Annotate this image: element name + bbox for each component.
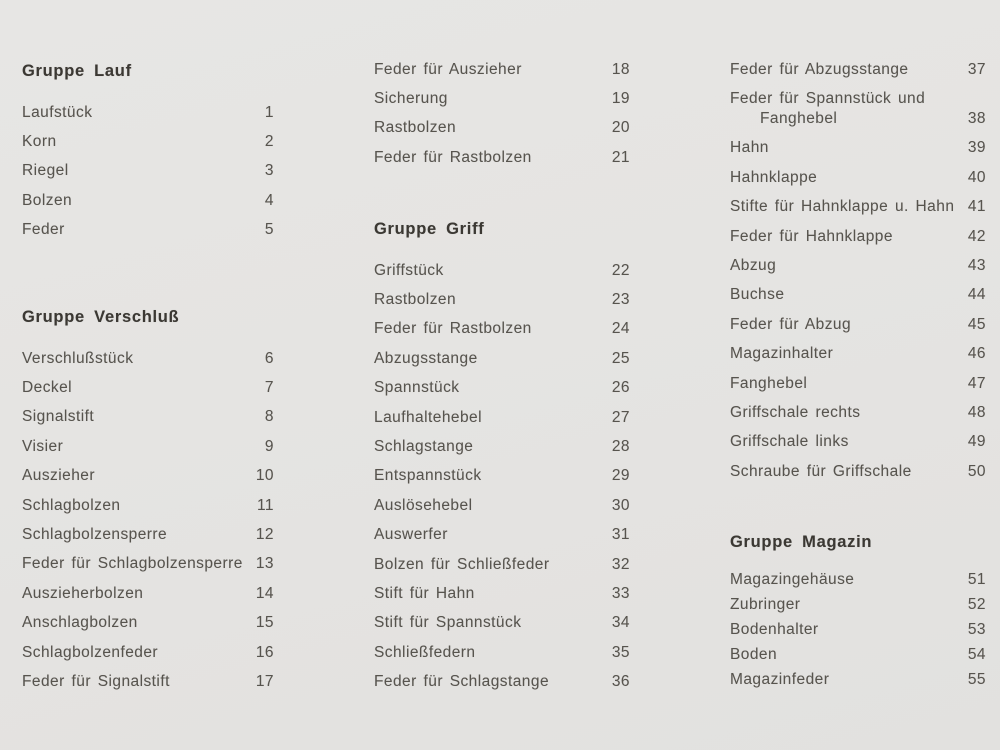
- part-number: 34: [611, 614, 630, 632]
- parts-list-row: [730, 667, 986, 692]
- parts-list-row: [22, 432, 274, 461]
- part-number: 54: [967, 645, 986, 663]
- part-number: 30: [611, 496, 630, 514]
- part-number: 50: [967, 462, 986, 480]
- part-name: Visier: [22, 437, 64, 455]
- parts-list-row: [22, 638, 274, 667]
- part-number: 53: [967, 620, 986, 638]
- part-name: Feder: [22, 221, 65, 239]
- parts-list-row: [374, 143, 630, 172]
- parts-list-row: [22, 579, 274, 608]
- parts-list-row: [22, 98, 274, 127]
- parts-list-row: [730, 428, 986, 457]
- part-number: 21: [611, 148, 630, 166]
- part-name: Feder für Abzugsstange: [730, 60, 909, 78]
- parts-list-row: [730, 134, 986, 163]
- parts-list-row: [374, 256, 630, 285]
- part-number: 47: [967, 374, 986, 392]
- part-number: 27: [611, 408, 630, 426]
- part-name: Schlagbolzensperre: [22, 526, 168, 544]
- parts-list-row: [374, 521, 630, 550]
- part-name: Signalstift: [22, 408, 95, 426]
- part-number: 12: [255, 526, 274, 544]
- part-number: 18: [611, 60, 630, 78]
- parts-list-row: [730, 163, 986, 192]
- parts-list-section: [22, 344, 274, 697]
- part-name: Schließfedern: [374, 643, 476, 661]
- part-name-lines: [730, 89, 925, 129]
- part-number: 13: [255, 555, 274, 573]
- parts-list-row: [730, 310, 986, 339]
- part-name: Abzugsstange: [374, 349, 478, 367]
- part-name: Feder für Rastbolzen: [374, 148, 532, 166]
- part-name: Sicherung: [374, 90, 448, 108]
- part-name: Rastbolzen: [374, 119, 457, 137]
- part-number: 38: [967, 110, 986, 128]
- part-name: Feder für Hahnklappe: [730, 227, 893, 245]
- part-name: Anschlagbolzen: [22, 614, 138, 632]
- group-heading: Gruppe Magazin: [730, 533, 873, 551]
- parts-list-row: [22, 127, 274, 156]
- parts-list-row: [374, 462, 630, 491]
- part-name: Zubringer: [730, 595, 801, 613]
- parts-list-row: [730, 84, 986, 133]
- parts-list-row: [22, 186, 274, 215]
- parts-list-row: [22, 373, 274, 402]
- part-name: Griffschale rechts: [730, 403, 861, 421]
- part-number: 42: [967, 227, 986, 245]
- part-number: 36: [611, 673, 630, 691]
- group-heading: Gruppe Griff: [374, 220, 485, 238]
- part-number: 39: [967, 139, 986, 157]
- part-name: Rastbolzen: [374, 291, 457, 309]
- part-number: 44: [967, 286, 986, 304]
- part-name: Schraube für Griffschale: [730, 462, 912, 480]
- part-number: 4: [264, 191, 274, 209]
- part-name: Feder für Schlagstange: [374, 673, 550, 691]
- parts-list-row: [374, 285, 630, 314]
- part-number: 16: [255, 643, 274, 661]
- part-number: 28: [611, 438, 630, 456]
- part-number: 3: [264, 162, 274, 180]
- part-number: 29: [611, 467, 630, 485]
- parts-list-row: [374, 114, 630, 143]
- part-name: Verschlußstück: [22, 349, 134, 367]
- part-number: 7: [264, 379, 274, 397]
- parts-list-row: [22, 403, 274, 432]
- part-number: 37: [967, 60, 986, 78]
- part-number: 49: [967, 433, 986, 451]
- part-number: 55: [967, 670, 986, 688]
- parts-list-section: [374, 256, 630, 697]
- part-number: 32: [611, 555, 630, 573]
- part-name: Boden: [730, 645, 778, 663]
- parts-list-section: [374, 55, 630, 173]
- parts-list-section: [22, 98, 274, 245]
- parts-list-row: [730, 642, 986, 667]
- parts-list-row: [730, 567, 986, 592]
- part-number: 40: [967, 168, 986, 186]
- part-number: 51: [967, 570, 986, 588]
- part-name: Buchse: [730, 286, 785, 304]
- parts-list-row: [22, 216, 274, 245]
- parts-list-row: [374, 491, 630, 520]
- parts-list-row: [374, 374, 630, 403]
- parts-list-row: [374, 638, 630, 667]
- part-number: 1: [264, 103, 274, 121]
- parts-list-row: [730, 398, 986, 427]
- part-name: Auswerfer: [374, 526, 448, 544]
- parts-list-row: [730, 340, 986, 369]
- part-name: Auszieher: [22, 467, 95, 485]
- part-name: Schlagstange: [374, 438, 474, 456]
- parts-list-row: [730, 251, 986, 280]
- part-number: 8: [264, 408, 274, 426]
- parts-list-row: [730, 281, 986, 310]
- parts-list-row: [374, 55, 630, 84]
- part-number: 43: [967, 257, 986, 275]
- parts-list-row: [374, 403, 630, 432]
- part-number: 35: [611, 643, 630, 661]
- parts-list-row: [22, 344, 274, 373]
- parts-list-row: [730, 592, 986, 617]
- part-name: Stifte für Hahnklappe u. Hahn: [730, 198, 955, 216]
- part-name: Schlagbolzenfeder: [22, 643, 159, 661]
- parts-list-row: [22, 157, 274, 186]
- part-number: 23: [611, 291, 630, 309]
- parts-list-row: [22, 550, 274, 579]
- part-number: 9: [264, 437, 274, 455]
- parts-list-row: [374, 579, 630, 608]
- parts-list-section: [730, 567, 986, 692]
- part-name: Griffstück: [374, 261, 444, 279]
- part-name: Riegel: [22, 162, 69, 180]
- part-name: Magazinhalter: [730, 345, 834, 363]
- part-name: Bolzen: [22, 191, 73, 209]
- part-name: Laufhaltehebel: [374, 408, 483, 426]
- part-number: 48: [967, 403, 986, 421]
- column-1: [22, 0, 274, 750]
- part-number: 41: [967, 198, 986, 216]
- part-name: Hahn: [730, 139, 769, 157]
- part-name: Abzug: [730, 257, 777, 275]
- part-number: 17: [255, 672, 274, 690]
- part-number: 24: [611, 320, 630, 338]
- part-number: 46: [967, 345, 986, 363]
- parts-list-row: [374, 315, 630, 344]
- column-2: [374, 0, 630, 750]
- part-name: Bolzen für Schließfeder: [374, 555, 550, 573]
- part-number: 31: [611, 526, 630, 544]
- parts-list-row: [730, 55, 986, 84]
- part-number: 15: [255, 614, 274, 632]
- group-heading: Gruppe Verschluß: [22, 308, 180, 326]
- parts-list-row: [374, 344, 630, 373]
- parts-list-row: [374, 609, 630, 638]
- parts-list-row: [374, 84, 630, 113]
- parts-list-row: [374, 432, 630, 461]
- part-number: 33: [611, 584, 630, 602]
- part-number: 10: [255, 467, 274, 485]
- part-number: 26: [611, 379, 630, 397]
- part-name: Stift für Hahn: [374, 584, 475, 602]
- part-name: Feder für Signalstift: [22, 672, 170, 690]
- part-number: 19: [611, 90, 630, 108]
- parts-list-row: [374, 550, 630, 579]
- part-number: 14: [255, 584, 274, 602]
- parts-list-row: [22, 667, 274, 696]
- parts-list-row: [22, 462, 274, 491]
- part-name: Spannstück: [374, 379, 460, 397]
- part-number: 52: [967, 595, 986, 613]
- part-name: Fanghebel: [730, 374, 808, 392]
- part-number: 2: [264, 133, 274, 151]
- part-name-continued: Fanghebel: [760, 110, 838, 128]
- parts-list-row: [730, 457, 986, 486]
- part-name: Laufstück: [22, 103, 93, 121]
- parts-list-row: [730, 617, 986, 642]
- part-name: Schlagbolzen: [22, 496, 121, 514]
- parts-list-row: [730, 193, 986, 222]
- part-name: Feder für Spannstück und: [730, 90, 926, 108]
- parts-list-row: [374, 667, 630, 696]
- parts-list-section: [730, 55, 986, 486]
- parts-list-row: [730, 222, 986, 251]
- part-number: 45: [967, 315, 986, 333]
- group-heading: Gruppe Lauf: [22, 62, 132, 80]
- part-number: 5: [264, 221, 274, 239]
- part-name: Feder für Auszieher: [374, 60, 522, 78]
- part-number: 22: [611, 261, 630, 279]
- part-name: Magazingehäuse: [730, 570, 855, 588]
- part-name: Auslösehebel: [374, 496, 473, 514]
- part-number: 11: [257, 496, 274, 514]
- part-name: Magazinfeder: [730, 670, 830, 688]
- part-number: 25: [611, 349, 630, 367]
- part-name: Griffschale links: [730, 433, 849, 451]
- part-name: Hahnklappe: [730, 168, 818, 186]
- part-name: Bodenhalter: [730, 620, 819, 638]
- part-number: 20: [611, 119, 630, 137]
- parts-list-row: [22, 520, 274, 549]
- parts-list-row: [22, 609, 274, 638]
- part-name: Deckel: [22, 379, 73, 397]
- part-name: Korn: [22, 133, 57, 151]
- part-name: Auszieherbolzen: [22, 584, 144, 602]
- column-3: [730, 0, 986, 750]
- part-name: Feder für Rastbolzen: [374, 320, 532, 338]
- parts-list-row: [22, 491, 274, 520]
- part-name: Entspannstück: [374, 467, 482, 485]
- part-name: Feder für Abzug: [730, 315, 852, 333]
- parts-list-row: [730, 369, 986, 398]
- part-name: Feder für Schlagbolzensperre: [22, 555, 243, 573]
- part-number: 6: [264, 349, 274, 367]
- part-name: Stift für Spannstück: [374, 614, 522, 632]
